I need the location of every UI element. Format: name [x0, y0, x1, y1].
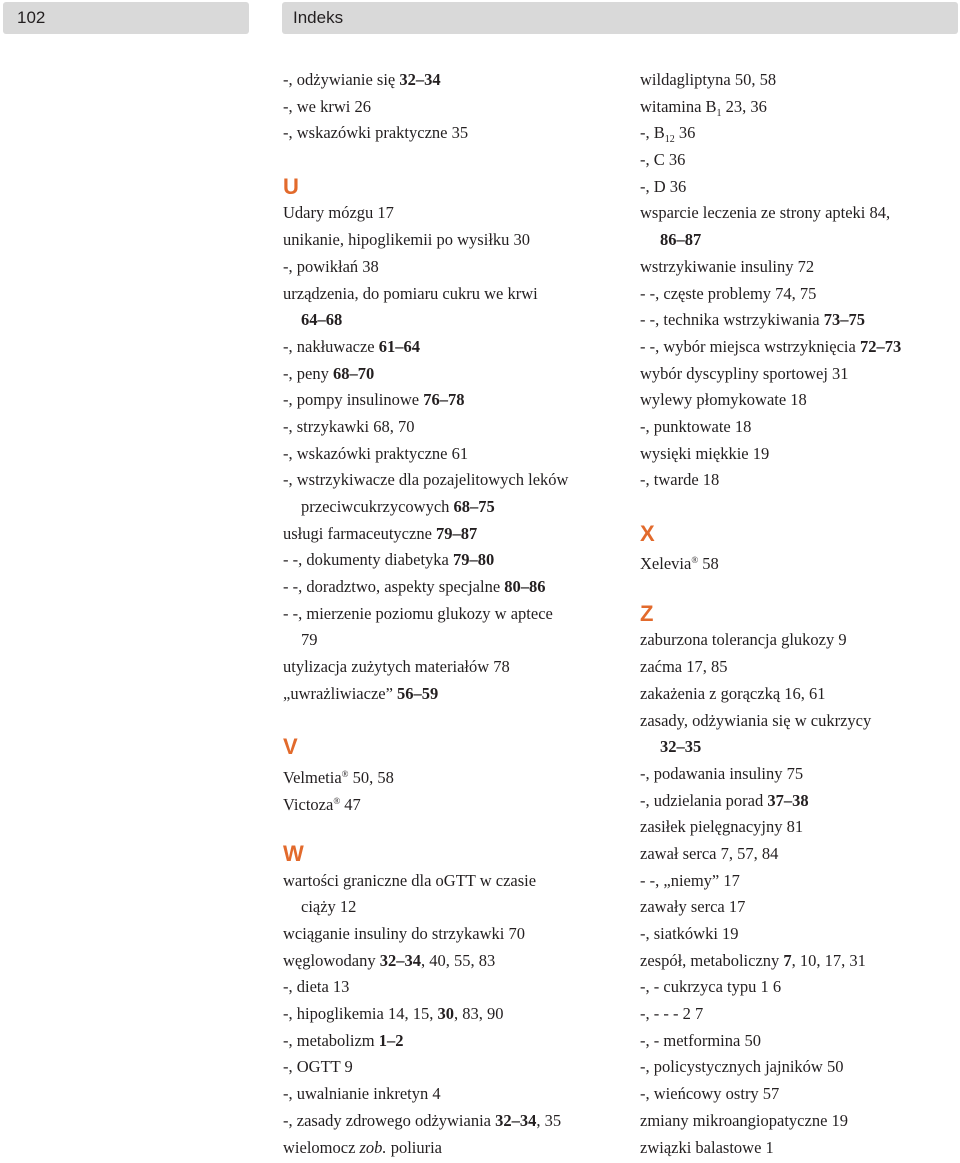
index-entry: -, twarde 18: [640, 470, 720, 490]
index-entry: wartości graniczne dla oGTT w czasie: [283, 870, 537, 890]
section-letter-u: U: [283, 173, 299, 199]
index-entry: „uwrażliwiacze” 56–59: [283, 683, 439, 703]
index-entry: Velmetia® 50, 58: [283, 767, 394, 787]
index-entry: -, nakłuwacze 61–64: [283, 336, 420, 356]
index-entry: wielomocz zob. poliuria: [283, 1137, 443, 1157]
index-entry: -, hipoglikemia 14, 15, 30, 83, 90: [283, 1004, 504, 1024]
index-entry: -, dieta 13: [283, 977, 350, 997]
index-entry: Victoza® 47: [283, 794, 361, 814]
index-entry: Udary mózgu 17: [283, 203, 394, 223]
page-number: 102: [3, 2, 249, 34]
index-entry: -, wstrzykiwacze dla pozajelitowych leków: [283, 470, 569, 490]
index-entry: - -, częste problemy 74, 75: [640, 283, 817, 303]
index-entry: -, C 36: [640, 150, 686, 170]
index-entry: przeciwcukrzycowych 68–75: [301, 497, 495, 516]
index-entry: -, wskazówki praktyczne 35: [283, 123, 469, 143]
index-entry: -, - metformina 50: [640, 1030, 761, 1050]
section-letter-x: X: [640, 520, 655, 546]
section-letter-v: V: [283, 734, 298, 760]
index-column-right: [640, 67, 958, 1161]
index-entry: 79: [301, 630, 318, 650]
index-entry: witamina $B_1$ 23, 36: [640, 96, 767, 119]
index-entry: -, OGTT 9: [283, 1057, 353, 1077]
index-entry: -, uwalnianie inkretyn 4: [283, 1084, 441, 1104]
index-entry: Xelevia® 58: [640, 554, 719, 574]
index-entry: - -, dokumenty diabetyka 79–80: [283, 550, 495, 570]
index-entry: - -, „niemy” 17: [640, 870, 740, 890]
index-entry: 86–87: [660, 230, 702, 250]
index-entry: -, odżywianie się 32–34: [283, 70, 441, 89]
index-entry: zasiłek pielęgnacyjny 81: [640, 817, 804, 837]
index-entry: -, zasady zdrowego odżywiania 32–34, 35: [283, 1110, 562, 1130]
index-entry: zaburzona tolerancja glukozy 9: [640, 630, 847, 650]
index-entry: zakażenia z gorączką 16, 61: [640, 683, 826, 703]
running-header-title: Indeks: [282, 2, 958, 34]
index-entry: zespół, metaboliczny 7, 10, 17, 31: [640, 950, 866, 970]
index-entry: -, we krwi 26: [283, 96, 371, 116]
index-entry: zaćma 17, 85: [640, 657, 728, 677]
index-column-left: [283, 67, 613, 1161]
index-entry: - -, doradztwo, aspekty specjalne 80–86: [283, 577, 546, 597]
index-entry: -, siatkówki 19: [640, 924, 739, 943]
index-entry: -, podawania insuliny 75: [640, 763, 804, 783]
index-entry: -, - cukrzyca typu 1 6: [640, 977, 782, 997]
index-entry: zawały serca 17: [640, 897, 746, 917]
index-entry: węglowodany 32–34, 40, 55, 83: [283, 950, 496, 970]
index-entry: usługi farmaceutyczne 79–87: [283, 523, 478, 543]
index-entry: -, wieńcowy ostry 57: [640, 1084, 780, 1104]
index-entry: wybór dyscypliny sportowej 31: [640, 363, 849, 383]
index-entry: -, punktowate 18: [640, 416, 752, 436]
index-entry: związki balastowe 1: [640, 1137, 774, 1157]
index-entry: zawał serca 7, 57, 84: [640, 843, 779, 863]
index-entry: -, udzielania porad 37–38: [640, 790, 809, 810]
index-entry: zmiany mikroangiopatyczne 19: [640, 1110, 849, 1130]
index-entry: -, wskazówki praktyczne 61: [283, 443, 469, 463]
index-entry: -, powikłań 38: [283, 256, 379, 276]
index-entry: ciąży 12: [301, 897, 357, 917]
index-entry: - -, mierzenie poziomu glukozy w aptece: [283, 603, 553, 623]
index-entry: -, D 36: [640, 176, 687, 196]
index-entry: wstrzykiwanie insuliny 72: [640, 256, 815, 276]
index-entry: wylewy płomykowate 18: [640, 390, 807, 410]
index-entry: -, - - - 2 7: [640, 1004, 704, 1024]
index-entry: -, peny 68–70: [283, 363, 375, 383]
section-letter-w: W: [283, 840, 304, 866]
index-entry: -, $B_{12}$ 36: [640, 123, 696, 146]
index-entry: utylizacja zużytych materiałów 78: [283, 657, 510, 677]
index-entry: 64–68: [301, 310, 343, 330]
index-entry: -, policystycznych jajników 50: [640, 1057, 844, 1077]
index-entry: urządzenia, do pomiaru cukru we krwi: [283, 283, 538, 303]
index-entry: wildagliptyna 50, 58: [640, 70, 777, 89]
index-entry: wsparcie leczenia ze strony apteki 84,: [640, 203, 891, 223]
index-entry: -, pompy insulinowe 76–78: [283, 390, 465, 410]
section-letter-z: Z: [640, 600, 654, 626]
index-entry: wciąganie insuliny do strzykawki 70: [283, 924, 525, 943]
index-entry: zasady, odżywiania się w cukrzycy: [640, 710, 872, 730]
index-entry: wysięki miękkie 19: [640, 443, 770, 463]
index-entry: - -, wybór miejsca wstrzyknięcia 72–73: [640, 336, 902, 356]
index-entry: unikanie, hipoglikemii po wysiłku 30: [283, 230, 531, 250]
index-entry: - -, technika wstrzykiwania 73–75: [640, 310, 865, 330]
index-entry: 32–35: [660, 737, 702, 757]
index-entry: -, metabolizm 1–2: [283, 1030, 404, 1050]
index-entry: -, strzykawki 68, 70: [283, 416, 415, 436]
